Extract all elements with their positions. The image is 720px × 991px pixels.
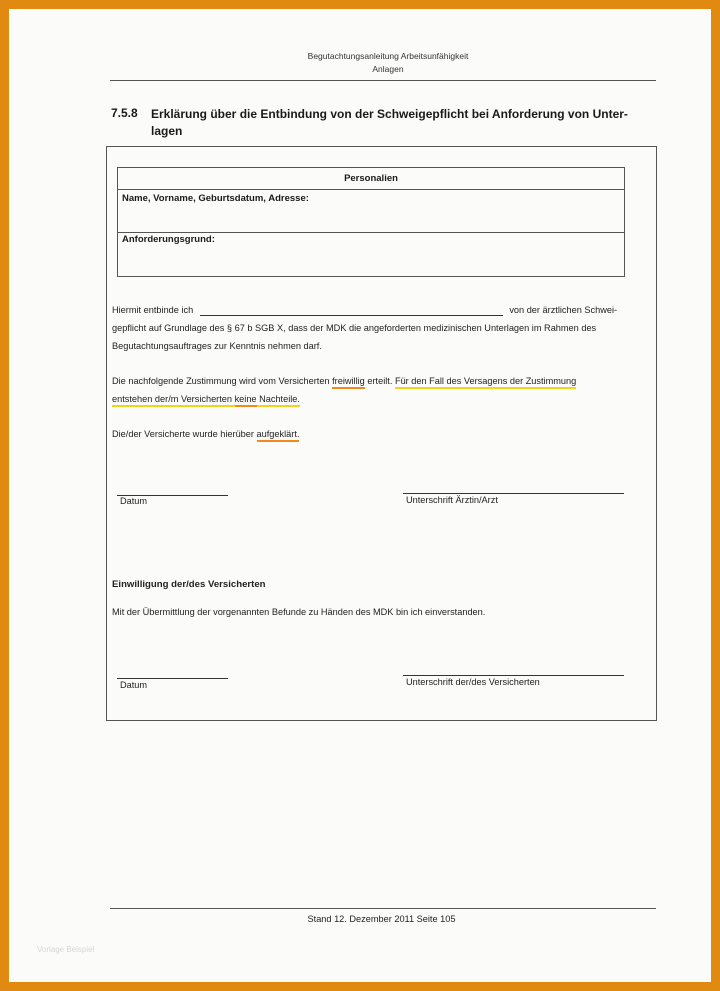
date-label-1: Datum: [120, 496, 148, 506]
personalien-table: [117, 167, 625, 277]
header-rule: [110, 80, 656, 81]
p2-freiwillig: freiwillig: [332, 376, 365, 389]
personalien-name-field[interactable]: [118, 190, 624, 233]
paragraph-2-line-1: [112, 376, 576, 386]
p3-aufgeklaert: aufgeklärt.: [257, 429, 300, 442]
header-line-2: Anlagen: [372, 64, 404, 74]
section-title: Erklärung über die Entbindung von der Schweigepflicht bei Anforderung von Unter-lagen: [151, 107, 628, 138]
p2-e: Nachteile.: [259, 394, 300, 407]
personalien-name-label: Name, Vorname, Geburtsdatum, Adresse:: [122, 193, 309, 204]
name-blank-line[interactable]: [200, 305, 503, 316]
footer-rule: [110, 908, 656, 909]
p3-a: Die/der Versicherte wurde hierüber: [112, 429, 254, 439]
consent-text: Mit der Übermittlung der vorgenannten Befunde zu Händen des MDK bin ich einverstanden.: [112, 607, 486, 617]
personalien-reason-label: Anforderungsgrund:: [122, 234, 215, 245]
signature-line-1[interactable]: [403, 493, 624, 494]
paragraph-1-line-2: gepflicht auf Grundlage des § 67 b SGB X, dass der MDK die angeforderten medizinischen Unterlagen im Rahmen des: [112, 323, 597, 333]
p1-after-blank: von der ärztlichen Schwei-: [509, 305, 618, 315]
signature-line-2[interactable]: [403, 675, 624, 676]
paragraph-1-line-1: [112, 305, 652, 316]
personalien-reason-field[interactable]: [118, 233, 624, 276]
p2-d: entstehen der/m Versicherten: [112, 394, 232, 407]
p1-start: Hiermit entbinde ich: [112, 305, 194, 315]
p2-keine: keine: [235, 394, 257, 407]
consent-heading: Einwilligung der/des Versicherten: [112, 579, 266, 590]
section-number: 7.5.8: [111, 106, 138, 120]
p2-a: Die nachfolgende Zustimmung wird vom Versicherten: [112, 376, 330, 386]
paragraph-1-line-3: Begutachtungsauftrages zur Kenntnis nehmen darf.: [112, 341, 322, 351]
personalien-heading: Personalien: [118, 168, 624, 190]
p2-b: erteilt.: [367, 376, 393, 386]
header-line-1: Begutachtungsanleitung Arbeitsunfähigkeit: [307, 51, 469, 61]
signature-label-1: Unterschrift Ärztin/Arzt: [406, 495, 498, 505]
signature-label-2: Unterschrift der/des Versicherten: [406, 677, 540, 687]
paragraph-3: [112, 429, 299, 439]
paragraph-2-line-2: [112, 394, 300, 404]
date-line-2[interactable]: [117, 678, 228, 679]
p2-c: Für den Fall des Versagens der Zustimmung: [395, 376, 576, 389]
watermark: Vorlage Beispiel: [37, 945, 95, 954]
document-page: [9, 9, 711, 982]
date-label-2: Datum: [120, 680, 148, 690]
footer-text: Stand 12. Dezember 2011 Seite 105: [307, 914, 456, 924]
